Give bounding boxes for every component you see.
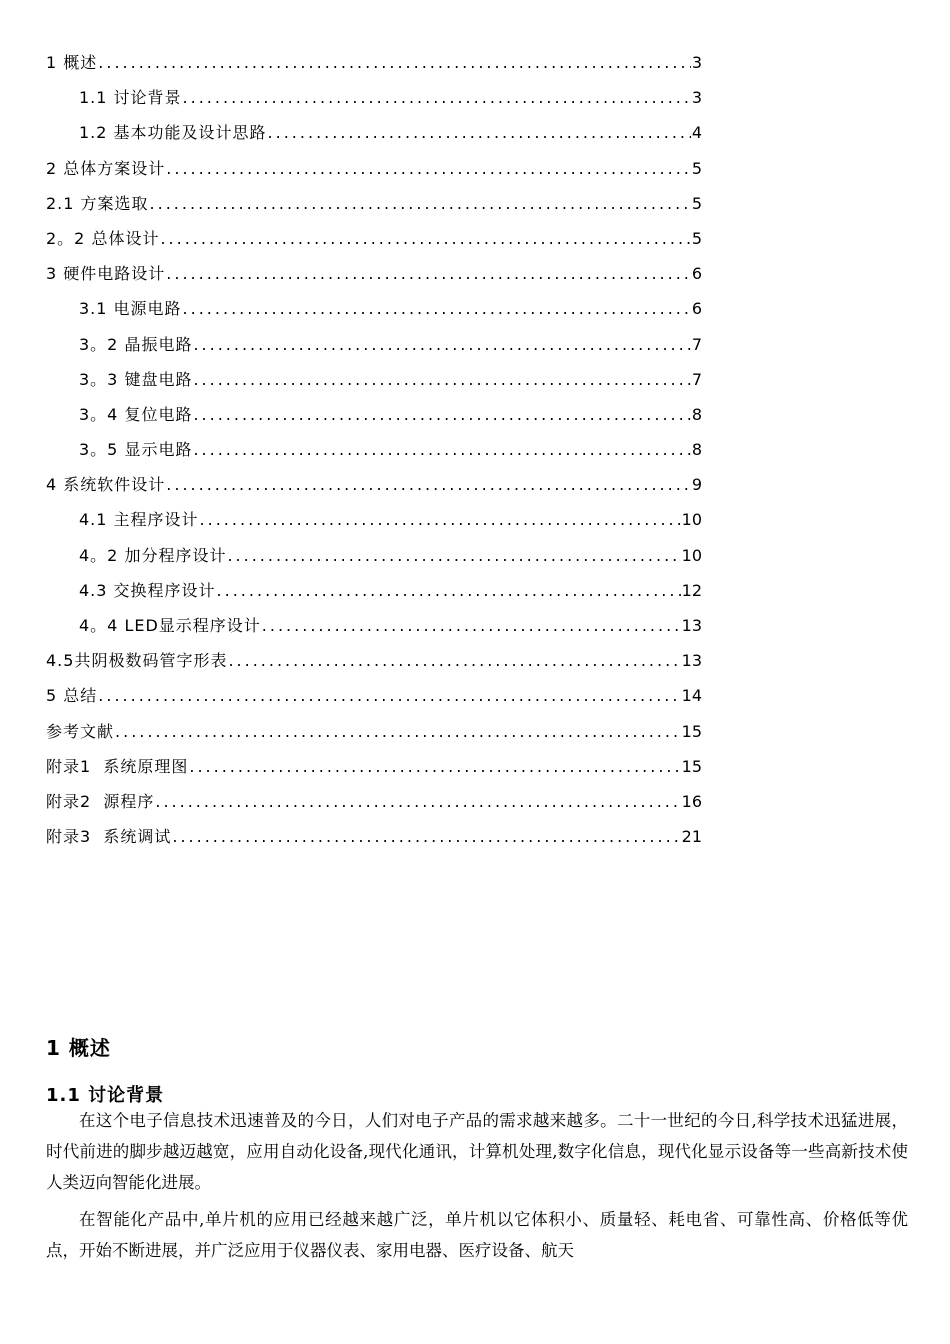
- toc-entry-page: 9: [691, 475, 702, 495]
- toc-entry-page: 3: [691, 88, 702, 108]
- toc-entry-label: 3。4 复位电路: [79, 404, 193, 424]
- toc-entry-label: 4.3 交换程序设计: [79, 580, 216, 600]
- toc-entry-page: 8: [691, 404, 702, 424]
- toc-entry[interactable]: [46, 467, 702, 502]
- subsection-heading: 1.1 讨论背景: [46, 1085, 165, 1106]
- toc-entry[interactable]: [46, 362, 702, 397]
- toc-entry-label: 1 概述: [46, 53, 98, 72]
- toc-dot-leader: [166, 151, 691, 186]
- toc-entry-page: 6: [691, 299, 702, 319]
- toc-dot-leader: [268, 115, 691, 150]
- toc-dot-leader: [262, 608, 681, 643]
- toc-entry[interactable]: [46, 432, 702, 467]
- toc-entry-label: 5 总结: [46, 686, 98, 706]
- toc-dot-leader: [166, 467, 691, 502]
- toc-entry-label: 3。3 键盘电路: [79, 369, 193, 389]
- toc-dot-leader: [150, 186, 691, 221]
- toc-dot-leader: [193, 397, 690, 432]
- toc-entry[interactable]: [46, 643, 702, 678]
- toc-entry-label: 3 硬件电路设计: [46, 264, 166, 284]
- toc-entry-page: 3: [691, 53, 702, 72]
- toc-entry-label: 2。2 总体设计: [46, 228, 160, 248]
- toc-entry-page: 7: [691, 369, 702, 389]
- toc-dot-leader: [200, 502, 681, 537]
- body-paragraph: 在这个电子信息技术迅速普及的今日，人们对电子产品的需求越来越多。二十一世纪的今日,科学技术迅猛进展，时代前进的脚步越迈越宽，应用自动化设备,现代化通讯，计算机处理,数字化信息，现代化显示设备等一些高新技术使人类迈向智能化进展。: [46, 1111, 908, 1192]
- toc-entry[interactable]: [46, 256, 702, 291]
- toc-dot-leader: [166, 256, 691, 291]
- toc-dot-leader: [193, 327, 690, 362]
- toc-entry-page: 15: [681, 756, 702, 776]
- toc-entry-label: 4.1 主程序设计: [79, 510, 199, 530]
- toc-entry-page: 4: [691, 123, 702, 143]
- toc-entry-label: 4。2 加分程序设计: [79, 545, 227, 565]
- toc-entry[interactable]: [46, 749, 702, 784]
- toc-entry-label: 2 总体方案设计: [46, 158, 166, 178]
- toc-entry-page: 10: [681, 545, 702, 565]
- toc-entry-page: 12: [681, 580, 702, 600]
- toc-entry-label: 3.1 电源电路: [79, 299, 182, 319]
- toc-dot-leader: [115, 714, 681, 749]
- toc-entry[interactable]: [46, 291, 702, 326]
- toc-dot-leader: [183, 291, 691, 326]
- toc-dot-leader: [98, 45, 691, 80]
- toc-entry[interactable]: [46, 678, 702, 713]
- toc-entry[interactable]: [46, 221, 702, 256]
- toc-entry-page: 5: [691, 158, 702, 178]
- toc-entry[interactable]: [46, 502, 702, 537]
- toc-dot-leader: [183, 80, 691, 115]
- toc-entry-label: 1.1 讨论背景: [79, 88, 182, 108]
- toc-entry[interactable]: [46, 327, 702, 362]
- toc-entry-label: 参考文献: [46, 721, 115, 741]
- toc-entry-page: 10: [681, 510, 702, 530]
- toc-entry-page: 14: [681, 686, 702, 706]
- toc-entry[interactable]: [46, 573, 702, 608]
- toc-dot-leader: [155, 784, 680, 819]
- toc-entry-page: 15: [681, 721, 702, 741]
- toc-entry-label: 4 系统软件设计: [46, 475, 166, 495]
- toc-entry[interactable]: [46, 151, 702, 186]
- toc-entry-page: 6: [691, 264, 702, 284]
- toc-entry[interactable]: [46, 608, 702, 643]
- toc-dot-leader: [193, 362, 690, 397]
- toc-entry[interactable]: [46, 784, 702, 819]
- section-body: [46, 1105, 908, 1272]
- toc-entry-label: 附录3 系统调试: [46, 827, 172, 847]
- toc-entry-label: 附录1 系统原理图: [46, 756, 189, 776]
- toc-entry[interactable]: [46, 819, 702, 854]
- toc-entry-page: 13: [681, 651, 702, 671]
- toc-entry[interactable]: [46, 186, 702, 221]
- toc-entry-page: 5: [691, 193, 702, 213]
- toc-entry[interactable]: [46, 80, 702, 115]
- toc-dot-leader: [217, 573, 681, 608]
- toc-entry-label: 4。4 LED显示程序设计: [79, 616, 261, 635]
- toc-entry-label: 2.1 方案选取: [46, 193, 149, 213]
- toc-entry-label: 3。5 显示电路: [79, 440, 193, 460]
- toc-dot-leader: [98, 678, 680, 713]
- body-paragraph: 在智能化产品中,单片机的应用已经越来越广泛，单片机以它体积小、质量轻、耗电省、可靠性高、价格低等优点，开始不断进展，并广泛应用于仪器仪表、家用电器、医疗设备、航天: [46, 1210, 908, 1260]
- toc-entry-page: 7: [691, 334, 702, 354]
- toc-entry-page: 5: [691, 228, 702, 248]
- toc-entry-page: 16: [681, 791, 702, 811]
- section-heading: 1 概述: [46, 1036, 111, 1060]
- toc-dot-leader: [228, 643, 680, 678]
- toc-dot-leader: [172, 819, 680, 854]
- toc-dot-leader: [193, 432, 690, 467]
- table-of-contents: [46, 45, 702, 854]
- toc-entry-page: 13: [681, 616, 702, 635]
- toc-entry[interactable]: [46, 538, 702, 573]
- toc-entry-page: 8: [691, 440, 702, 460]
- toc-entry-label: 3。2 晶振电路: [79, 334, 193, 354]
- toc-entry-page: 21: [681, 827, 702, 847]
- toc-entry-label: 1.2 基本功能及设计思路: [79, 123, 267, 143]
- toc-dot-leader: [160, 221, 690, 256]
- toc-entry-label: 附录2 源程序: [46, 791, 155, 811]
- toc-entry[interactable]: [46, 397, 702, 432]
- toc-entry[interactable]: [46, 115, 702, 150]
- toc-dot-leader: [227, 538, 680, 573]
- toc-entry-label: 4.5共阴极数码管字形表: [46, 651, 228, 671]
- toc-entry[interactable]: [46, 714, 702, 749]
- toc-entry[interactable]: [46, 45, 702, 80]
- toc-dot-leader: [189, 749, 680, 784]
